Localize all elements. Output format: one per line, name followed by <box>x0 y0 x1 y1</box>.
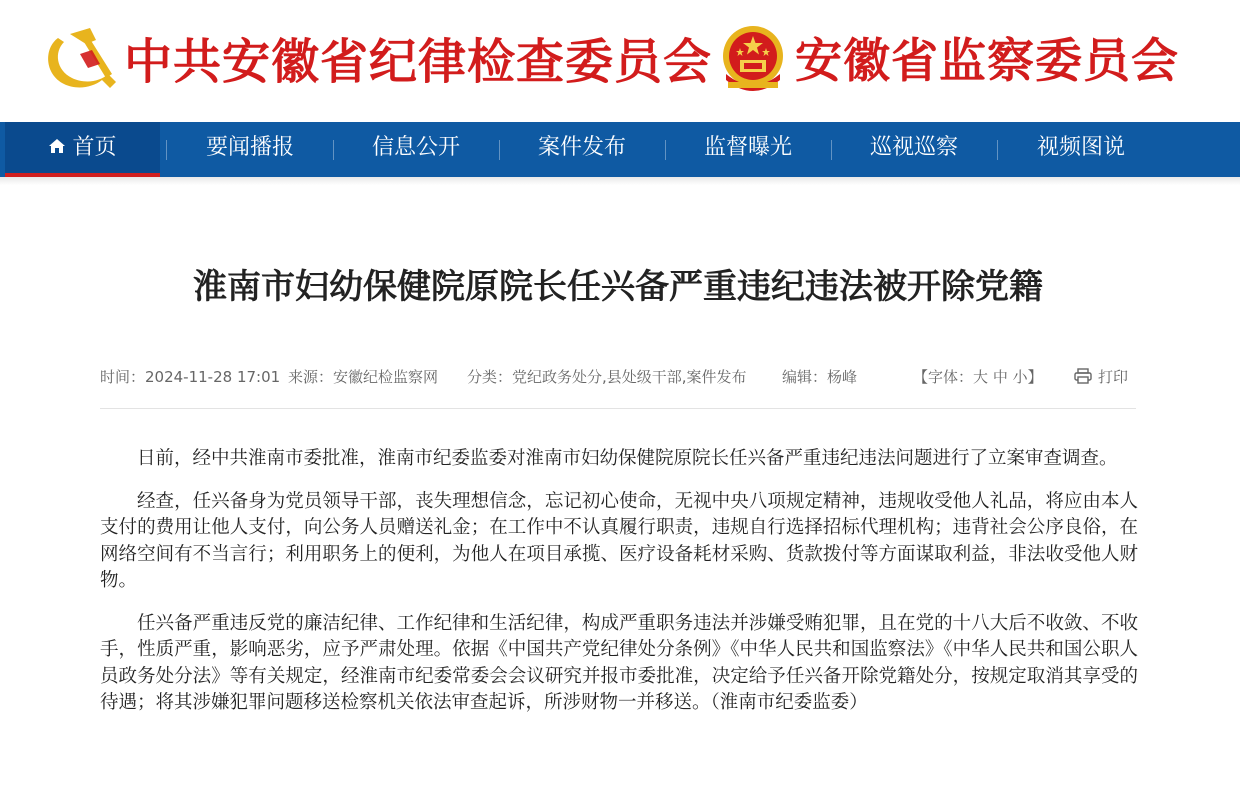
font-size-label: 【字体： <box>913 368 974 386</box>
article-title: 淮南市妇幼保健院原院长任兴备严重违纪违法被开除党籍 <box>193 267 1043 307</box>
main-nav <box>0 122 1240 177</box>
nav-item-inspection[interactable]: 巡视巡察 <box>869 135 958 160</box>
sc-org-name: 安徽省监察委员会 <box>795 34 1179 89</box>
cc-org-name: 中共安徽省纪律检查委员会 <box>124 34 713 90</box>
meta-divider <box>100 408 1136 409</box>
font-size-large[interactable]: 大 <box>973 368 989 386</box>
home-icon <box>48 138 66 154</box>
nav-item-video-photo[interactable]: 视频图说 <box>1036 135 1125 160</box>
article-editor: 编辑：杨峰 <box>782 368 858 386</box>
site-header <box>0 0 1240 122</box>
article-paragraph: 经查，任兴备身为党员领导干部，丧失理想信念，忘记初心使命，无视中央八项规定精神，违规收受他人礼品，将应由本人支付的费用让他人支付，向公务人员赠送礼金；在工作中不认真履行职责，违规自行选择招标代理机构；违背社会公序良俗，在网络空间有不当言行；利用职务上的便利，为他人在项目承揽、医疗设备耗材采购、货款拨付等方面谋取利益，非法收受他人财物。 <box>100 490 1138 591</box>
nav-item-home[interactable] <box>5 122 160 177</box>
printer-icon <box>1074 368 1092 384</box>
article-source: 来源：安徽纪检监察网 <box>288 368 439 386</box>
font-size-small[interactable]: 小 <box>1012 368 1028 386</box>
font-size-medium[interactable]: 中 <box>992 368 1008 386</box>
nav-item-label: 首页 <box>72 135 117 160</box>
font-size-controls <box>913 364 1043 390</box>
nav-item-case-release[interactable]: 案件发布 <box>537 135 626 160</box>
article-category: 分类：党纪政务处分,县处级干部,案件发布 <box>467 368 747 386</box>
party-emblem-icon <box>40 24 120 96</box>
print-button[interactable] <box>1074 364 1128 390</box>
article-meta <box>100 364 1136 390</box>
nav-item-supervision-exposure[interactable]: 监督曝光 <box>703 135 792 160</box>
nav-item-info-disclosure[interactable]: 信息公开 <box>371 135 460 160</box>
state-emblem-icon <box>718 22 788 96</box>
article-body <box>100 446 1138 733</box>
article-paragraph: 日前，经中共淮南市委批准，淮南市纪委监委对淮南市妇幼保健院原院长任兴备严重违纪违法问题进行了立案审查调查。 <box>137 448 1118 469</box>
print-label: 打印 <box>1098 368 1129 386</box>
font-size-label-close: 】 <box>1027 368 1043 386</box>
nav-item-news[interactable]: 要闻播报 <box>205 135 294 160</box>
article-paragraph: 任兴备严重违反党的廉洁纪律、工作纪律和生活纪律，构成严重职务违法并涉嫌受贿犯罪，且在党的十八大后不收敛、不收手，性质严重，影响恶劣，应予严肃处理。依据《中国共产党纪律处分条例》《中华人民共和国监察法》《中华人民共和国公职人员政务处分法》等有关规定，经淮南市纪委常委会会议研究并报市委批准，决定给予任兴备开除党籍处分，按规定取消其享受的待遇；将其涉嫌犯罪问题移送检察机关依法审查起诉，所涉财物一并移送。（淮南市纪委监委） <box>100 612 1138 713</box>
content-top-shadow <box>0 177 1240 185</box>
publish-time: 时间：2024-11-28 17:01 <box>100 368 281 386</box>
